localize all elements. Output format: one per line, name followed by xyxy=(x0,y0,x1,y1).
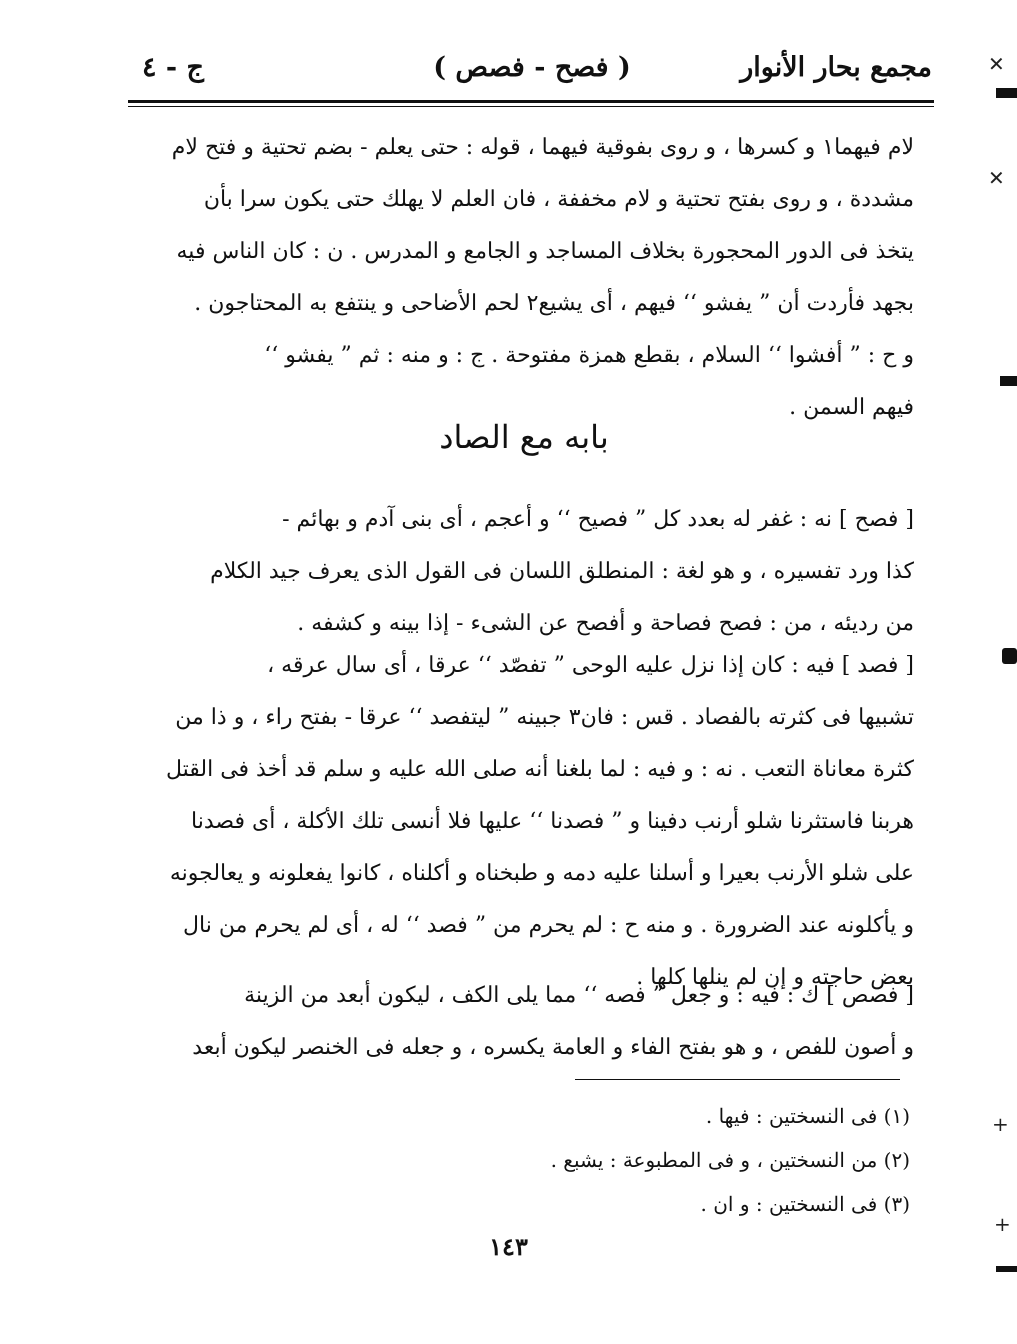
book-title: مجمع بحار الأنوار xyxy=(740,52,932,83)
margin-mark xyxy=(1002,648,1017,664)
header-rule xyxy=(128,100,934,103)
text-line: و يأكلونه عند الضرورة . و منه ح : لم يحرم من ” فصد ‘‘ له ، أى لم يحرم من نال xyxy=(183,913,914,938)
text-line: من رديئه ، من : فصح فصاحة و أفصح عن الشىء - إذا بينه و كشفه . xyxy=(297,611,914,636)
margin-mark xyxy=(1000,376,1017,386)
text-line: تشبيها فى كثرته بالفصاد . قس : فان٣ جبينه ” ليتفصد ‘‘ عرقا - بفتح راء ، و ذا من xyxy=(175,705,914,730)
footnote-2: (٢) من النسختين ، و فى المطبوعة : يشبع . xyxy=(550,1148,910,1172)
margin-mark xyxy=(996,88,1017,98)
text-line: لام فيهما١ و كسرها ، و روى بفوقية فيهما ، قوله : حتى يعلم - بضم تحتية و فتح لام xyxy=(171,135,914,160)
text-line: مشددة ، و روى بفتح تحتية و لام مخففة ، فان العلم لا يهلك حتى يكون سرا بأن xyxy=(203,187,914,212)
scan-mark-icon: + xyxy=(994,1212,1011,1236)
scan-mark-icon: + xyxy=(992,1112,1009,1136)
page-number: ١٤٣ xyxy=(489,1232,528,1261)
running-header xyxy=(132,52,932,92)
entry-fasaha xyxy=(134,494,914,650)
footnote-1: (١) فى النسختين : فيها . xyxy=(705,1104,910,1128)
margin-mark xyxy=(996,1266,1017,1272)
entry-fasasa xyxy=(134,970,914,1074)
text-line: و ح : ” أفشوا ‘‘ السلام ، بقطع همزة مفتوحة . ج : و منه : ثم ” يفشو ‘‘ xyxy=(264,343,914,368)
text-line: كذا ورد تفسيره ، و هو لغة : المنطلق اللسان فى القول الذى يعرف جيد الكلام xyxy=(210,559,914,584)
entry-fasada xyxy=(134,640,914,1004)
entry-range: ( فصح - فصص ) xyxy=(433,52,631,83)
scan-mark-icon: ✕ xyxy=(988,166,1005,190)
footnote-rule xyxy=(575,1079,900,1080)
text-line: هربنا فاستثرنا شلو أرنب دفينا و ” فصدنا ‘‘ عليها فلا أنسى تلك الأكلة ، أى فصدنا xyxy=(191,809,914,834)
text-line: على شلو الأرنب بعيرا و أسلنا عليه دمه و طبخناه و أكلناه ، كانوا يفعلونه و يعالجونه xyxy=(169,861,914,886)
text-line: [ فصص ] ك : فيه : و جعل ” فصه ‘‘ مما يلى الكف ، ليكون أبعد من الزينة xyxy=(244,983,914,1008)
footnotes xyxy=(400,1094,910,1226)
text-line: بجهد فأردت أن ” يفشو ‘‘ فيهم ، أى يشيع٢ لحم الأضاحى و ينتفع به المحتاجون . xyxy=(194,291,914,316)
section-title: بابه مع الصاد xyxy=(439,418,609,456)
text-line: [ فصح ] نه : غفر له بعدد كل ” فصيح ‘‘ و أعجم ، أى بنى آدم و بهائم - xyxy=(282,507,914,532)
text-line: فيهم السمن . xyxy=(789,395,914,420)
text-line: و أصون للفص ، و هو بفتح الفاء و العامة يكسره ، و جعله فى الخنصر ليكون أبعد xyxy=(192,1035,914,1060)
volume-number: ج - ٤ xyxy=(142,52,204,83)
text-line: بعض حاجته و إن لم ينلها كلها . xyxy=(636,965,914,990)
text-line: [ فصد ] فيه : كان إذا نزل عليه الوحى ” تفصّد ‘‘ عرقا ، أى سال عرقه ، xyxy=(267,653,914,678)
paragraph-continuation xyxy=(134,122,914,434)
footnote-3: (٣) فى النسختين : و ان . xyxy=(700,1192,910,1216)
text-line: كثرة معاناة التعب . نه : و فيه : لما بلغنا أنه صلى الله عليه و سلم قد أخذ فى القتل xyxy=(165,757,914,782)
scan-mark-icon: ✕ xyxy=(988,52,1005,76)
text-line: يتخذ فى الدور المحجورة بخلاف المساجد و الجامع و المدرس . ن : كان الناس فيه xyxy=(176,239,914,264)
header-rule-thin xyxy=(128,106,934,107)
